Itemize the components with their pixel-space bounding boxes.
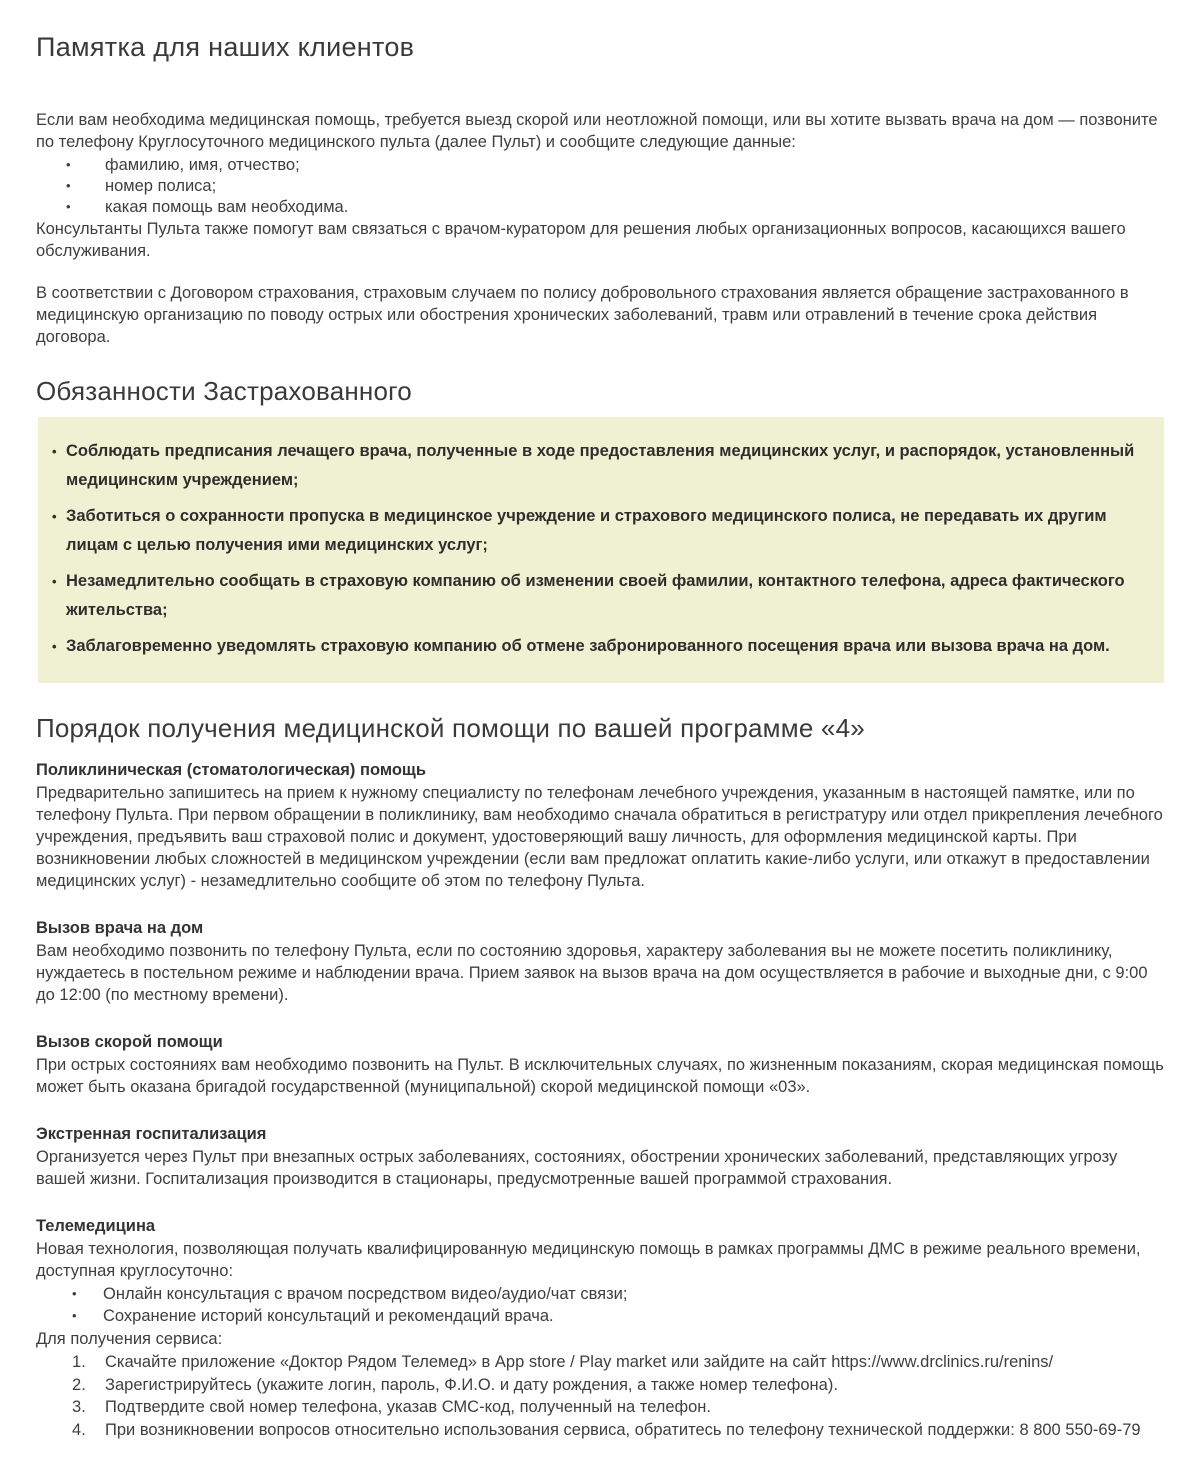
intro-bullet-item: • фамилию, имя, отчество; — [66, 155, 1164, 175]
page-title: Памятка для наших клиентов — [36, 32, 415, 62]
telemedicine-feature-item: • Сохранение историй консультаций и рекомендаций врача. — [72, 1305, 1164, 1327]
section-telemedicine — [36, 1215, 1164, 1441]
section-title-telemedicine: Телемедицина — [36, 1217, 156, 1235]
intro-bullet-item: • какая помощь вам необходима. — [66, 197, 1164, 217]
section-body-polyclinic: Предварительно запишитесь на прием к нужному специалисту по телефонам лечебного учреждения, указанным в настоящей памятке, или по телефону Пульта. При первом обращении в поликлинику, вам необходимо сначала обратиться в регистратуру или отдел прикрепления лечебного учреждения, предъявить ваш страховой полис и документ, удостоверяющий вашу личность, для оформления медицинской карты. При возникновении любых сложностей в медицинском учреждении (если вам предложат оплатить какие-либо услуги, или откажут в предоставлении медицинских услуг) - незамедлительно сообщите об этом по телефону Пульта. — [36, 784, 1163, 890]
section-body-telemedicine: Новая технология, позволяющая получать квалифицированную медицинскую помощь в рамках программы ДМС в режиме реального времени, доступная круглосуточно: — [36, 1240, 1141, 1280]
intro-paragraph-2: Консультанты Пульта также помогут вам связаться с врачом-куратором для решения любых организационных вопросов, касающихся вашего обслуживания. — [36, 220, 1126, 260]
section-body-emergency-hospitalization: Организуется через Пульт при внезапных острых заболеваниях, состояниях, обострении хронических заболеваний, представляющих угрозу вашей жизни. Госпитализация производится в стационары, предусмотренные вашей программой страхования. — [36, 1148, 1118, 1188]
telemedicine-feature-item: • Онлайн консультация с врачом посредством видео/аудио/чат связи; — [72, 1283, 1164, 1305]
service-step-item: Подтвердите свой номер телефона, указав СМС-код, полученный на телефон. — [105, 1398, 712, 1416]
intro-paragraph-3: В соответствии с Договором страхования, страховым случаем по полису добровольного страхования является обращение застрахованного в медицинскую организацию по поводу острых или обострения хронических заболеваний, травм или отравлений в течение срока действия договора. — [36, 284, 1129, 346]
obligation-item: • Соблюдать предписания лечащего врача, полученные в ходе предоставления медицинских услуг, и распорядок, установленный медицинским учреждением; — [52, 437, 1146, 495]
service-steps-list — [36, 1352, 1164, 1441]
section-ambulance-call — [36, 1031, 1164, 1098]
section-title-polyclinic: Поликлиническая (стоматологическая) помощь — [36, 761, 426, 779]
intro-bullet-list — [36, 155, 1164, 217]
section-body-ambulance-call: При острых состояниях вам необходимо позвонить на Пульт. В исключительных случаях, по жизненным показаниям, скорая медицинская помощь может быть оказана бригадой государственной (муниципальной) скорой медицинской помощи «03». — [36, 1056, 1164, 1096]
section-title-ambulance-call: Вызов скорой помощи — [36, 1033, 223, 1051]
obligation-item: • Незамедлительно сообщать в страховую компанию об изменении своей фамилии, контактного телефона, адреса фактического жительства; — [52, 567, 1146, 625]
section-emergency-hospitalization — [36, 1123, 1164, 1190]
procedure-heading: Порядок получения медицинской помощи по вашей программе «4» — [36, 713, 865, 743]
service-intro-text: Для получения сервиса: — [36, 1330, 223, 1348]
service-step-item: При возникновении вопросов относительно использования сервиса, обратитесь по телефону технической поддержки: 8 800 550-69-79 — [105, 1420, 1141, 1439]
intro-bullet-item: • номер полиса; — [66, 176, 1164, 196]
section-body-doctor-home-visit: Вам необходимо позвонить по телефону Пульта, если по состоянию здоровья, характеру заболевания вы не можете посетить поликлинику, нуждаетесь в постельном режиме и наблюдении врача. Прием заявок на вызов врача на дом осуществляется в рабочие и выходные дни, с 9:00 до 12:00 (по местному времени). — [36, 942, 1148, 1004]
service-step-item: Зарегистрируйтесь (укажите логин, пароль, Ф.И.О. и дату рождения, а также номер телефона). — [105, 1375, 838, 1394]
telemedicine-feature-list — [36, 1283, 1164, 1327]
section-title-doctor-home-visit: Вызов врача на дом — [36, 919, 204, 937]
intro-paragraph-1: Если вам необходима медицинская помощь, требуется выезд скорой или неотложной помощи, или вы хотите вызвать врача на дом — позвоните по телефону Круглосуточного медицинского пульта (далее Пульт) и сообщите следующие данные: — [36, 111, 1158, 151]
obligations-heading: Обязанности Застрахованного — [36, 376, 412, 406]
obligations-list — [52, 437, 1146, 661]
section-polyclinic-care — [36, 759, 1164, 892]
service-step-item: Скачайте приложение «Доктор Рядом Телемед» в App store / Play market или зайдите на сайт https://www.drclinics.ru/renins/ — [105, 1353, 1054, 1371]
obligation-item: • Заботиться о сохранности пропуска в медицинское учреждение и страхового медицинского полиса, не передавать их другим лицам с целью получения ими медицинских услуг; — [52, 502, 1146, 560]
section-doctor-home-visit — [36, 917, 1164, 1006]
obligation-item: • Заблаговременно уведомлять страховую компанию об отмене забронированного посещения врача или вызова врача на дом. — [52, 632, 1146, 661]
obligations-highlight-box — [38, 417, 1164, 683]
section-title-emergency-hospitalization: Экстренная госпитализация — [36, 1125, 267, 1143]
